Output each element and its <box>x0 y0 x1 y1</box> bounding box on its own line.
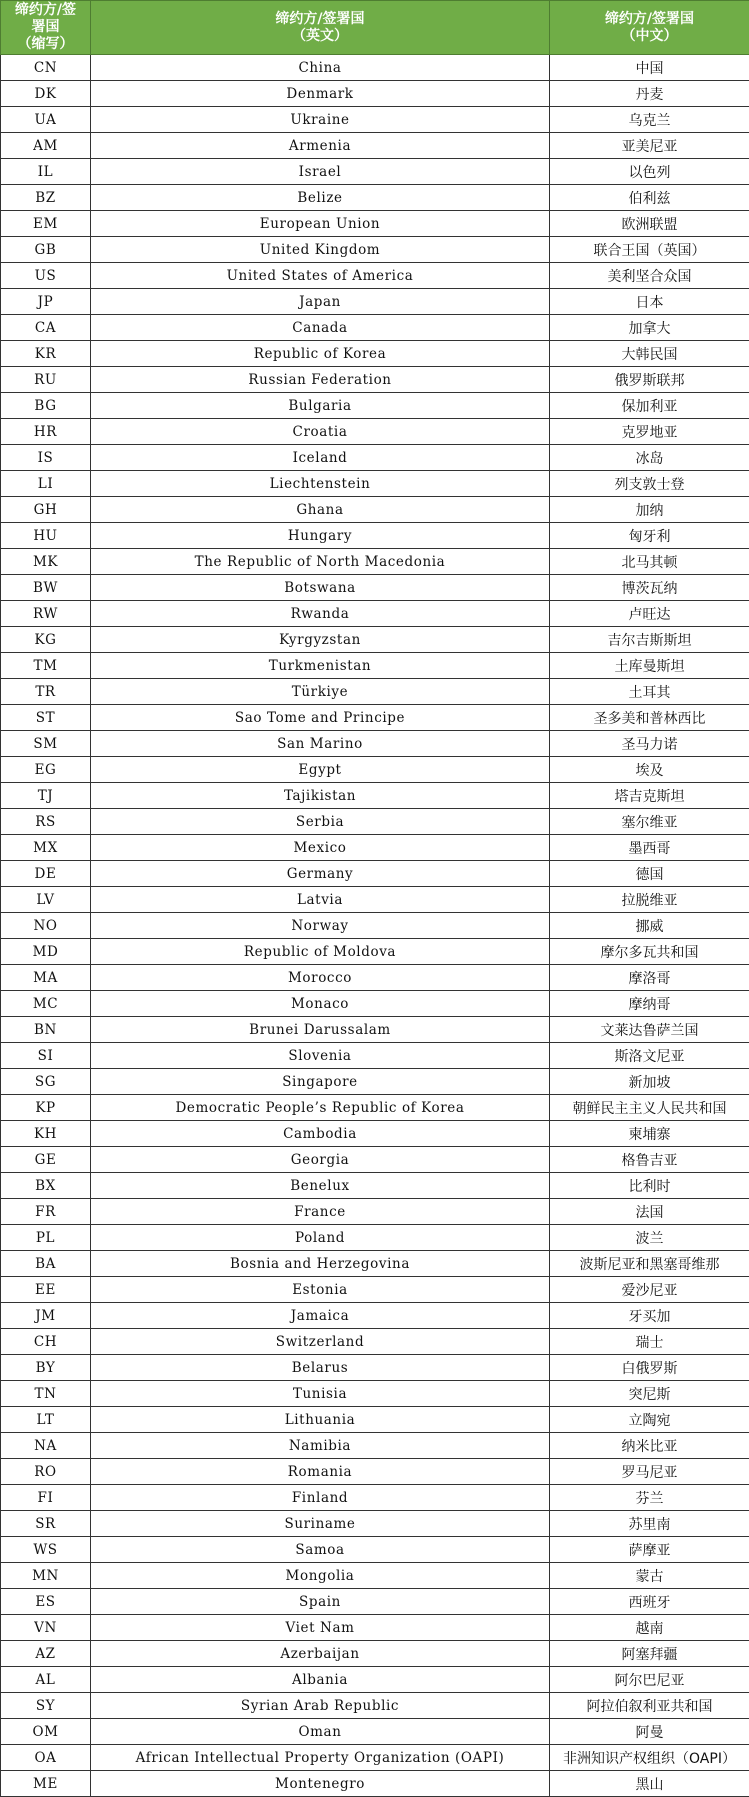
country-english-cell: Albania <box>91 1667 550 1693</box>
country-chinese-cell: 加拿大 <box>550 315 749 341</box>
table-row <box>1 1537 749 1563</box>
country-code-cell: HU <box>1 523 91 549</box>
country-chinese-cell: 比利时 <box>550 1173 749 1199</box>
header-chinese-line: （中文） <box>621 27 678 44</box>
table-row <box>1 185 749 211</box>
country-code-cell: DE <box>1 861 91 887</box>
table-row <box>1 887 749 913</box>
table-row <box>1 1615 749 1641</box>
country-chinese-cell: 塞尔维亚 <box>550 809 749 835</box>
country-chinese-cell: 冰岛 <box>550 445 749 471</box>
table-row <box>1 1173 749 1199</box>
country-code-cell: MN <box>1 1563 91 1589</box>
country-code-cell: ST <box>1 705 91 731</box>
table-row <box>1 1199 749 1225</box>
country-english-cell: Ukraine <box>91 107 550 133</box>
country-english-cell: Turkmenistan <box>91 653 550 679</box>
country-code-cell: RS <box>1 809 91 835</box>
country-code-cell: SI <box>1 1043 91 1069</box>
table-row <box>1 133 749 159</box>
table-row <box>1 1147 749 1173</box>
table-row <box>1 861 749 887</box>
country-code-cell: SY <box>1 1693 91 1719</box>
country-chinese-cell: 圣多美和普林西比 <box>550 705 749 731</box>
country-code-cell: RU <box>1 367 91 393</box>
table-row <box>1 341 749 367</box>
country-code-cell: KG <box>1 627 91 653</box>
country-chinese-cell: 阿塞拜疆 <box>550 1641 749 1667</box>
country-code-cell: SR <box>1 1511 91 1537</box>
table-row <box>1 965 749 991</box>
country-chinese-cell: 阿尔巴尼亚 <box>550 1667 749 1693</box>
country-code-cell: TR <box>1 679 91 705</box>
country-chinese-cell: 大韩民国 <box>550 341 749 367</box>
country-chinese-cell: 德国 <box>550 861 749 887</box>
table-row <box>1 1329 749 1355</box>
header-code-line: 缔约方/签 <box>14 2 77 18</box>
table-row <box>1 627 749 653</box>
country-code-cell: BW <box>1 575 91 601</box>
country-code-cell: BN <box>1 1017 91 1043</box>
table-row <box>1 237 749 263</box>
country-chinese-cell: 保加利亚 <box>550 393 749 419</box>
country-english-cell: Viet Nam <box>91 1615 550 1641</box>
table-row <box>1 757 749 783</box>
country-code-cell: AZ <box>1 1641 91 1667</box>
header-chinese-line: 缔约方/签署国 <box>604 10 695 27</box>
country-code-cell: LV <box>1 887 91 913</box>
country-code-cell: BZ <box>1 185 91 211</box>
country-code-cell: EM <box>1 211 91 237</box>
country-code-cell: MX <box>1 835 91 861</box>
country-chinese-cell: 萨摩亚 <box>550 1537 749 1563</box>
country-english-cell: Syrian Arab Republic <box>91 1693 550 1719</box>
country-english-cell: Croatia <box>91 419 550 445</box>
country-english-cell: United States of America <box>91 263 550 289</box>
country-code-cell: MA <box>1 965 91 991</box>
country-chinese-cell: 北马其顿 <box>550 549 749 575</box>
country-english-cell: United Kingdom <box>91 237 550 263</box>
country-english-cell: Georgia <box>91 1147 550 1173</box>
country-english-cell: Rwanda <box>91 601 550 627</box>
country-code-cell: NO <box>1 913 91 939</box>
country-code-cell: EE <box>1 1277 91 1303</box>
country-english-cell: Israel <box>91 159 550 185</box>
country-english-cell: Singapore <box>91 1069 550 1095</box>
table-row <box>1 1667 749 1693</box>
country-chinese-cell: 欧洲联盟 <box>550 211 749 237</box>
country-code-cell: SM <box>1 731 91 757</box>
country-chinese-cell: 柬埔寨 <box>550 1121 749 1147</box>
country-chinese-cell: 罗马尼亚 <box>550 1459 749 1485</box>
country-english-cell: Belarus <box>91 1355 550 1381</box>
country-english-cell: Türkiye <box>91 679 550 705</box>
country-english-cell: Latvia <box>91 887 550 913</box>
country-code-cell: LT <box>1 1407 91 1433</box>
country-english-cell: Samoa <box>91 1537 550 1563</box>
country-chinese-cell: 塔吉克斯坦 <box>550 783 749 809</box>
country-english-cell: The Republic of North Macedonia <box>91 549 550 575</box>
table-row <box>1 1485 749 1511</box>
table-row <box>1 991 749 1017</box>
country-code-cell: KR <box>1 341 91 367</box>
table-row <box>1 1563 749 1589</box>
header-row <box>1 1 749 55</box>
country-chinese-cell: 西班牙 <box>550 1589 749 1615</box>
country-chinese-cell: 克罗地亚 <box>550 419 749 445</box>
country-code-cell: TM <box>1 653 91 679</box>
country-english-cell: Democratic People’s Republic of Korea <box>91 1095 550 1121</box>
country-chinese-cell: 墨西哥 <box>550 835 749 861</box>
table-row <box>1 601 749 627</box>
table-row <box>1 497 749 523</box>
country-code-cell: AL <box>1 1667 91 1693</box>
table-row <box>1 315 749 341</box>
table-row <box>1 1017 749 1043</box>
country-chinese-cell: 摩尔多瓦共和国 <box>550 939 749 965</box>
country-chinese-cell: 吉尔吉斯斯坦 <box>550 627 749 653</box>
country-code-cell: KP <box>1 1095 91 1121</box>
country-chinese-cell: 博茨瓦纳 <box>550 575 749 601</box>
table-row <box>1 575 749 601</box>
country-code-cell: SG <box>1 1069 91 1095</box>
table-row <box>1 1381 749 1407</box>
country-code-cell: RO <box>1 1459 91 1485</box>
country-code-cell: US <box>1 263 91 289</box>
table-body <box>1 55 749 1797</box>
country-english-cell: Spain <box>91 1589 550 1615</box>
country-chinese-cell: 黑山 <box>550 1771 749 1797</box>
country-chinese-cell: 爱沙尼亚 <box>550 1277 749 1303</box>
country-chinese-cell: 波兰 <box>550 1225 749 1251</box>
country-chinese-cell: 越南 <box>550 1615 749 1641</box>
country-code-cell: MD <box>1 939 91 965</box>
table-row <box>1 263 749 289</box>
table-row <box>1 393 749 419</box>
country-chinese-cell: 立陶宛 <box>550 1407 749 1433</box>
country-english-cell: Romania <box>91 1459 550 1485</box>
country-code-cell: PL <box>1 1225 91 1251</box>
country-code-cell: AM <box>1 133 91 159</box>
country-english-cell: Bulgaria <box>91 393 550 419</box>
country-chinese-cell: 斯洛文尼亚 <box>550 1043 749 1069</box>
country-english-cell: Serbia <box>91 809 550 835</box>
country-chinese-cell: 新加坡 <box>550 1069 749 1095</box>
country-english-cell: Suriname <box>91 1511 550 1537</box>
country-code-cell: RW <box>1 601 91 627</box>
country-english-cell: Egypt <box>91 757 550 783</box>
country-english-cell: Sao Tome and Principe <box>91 705 550 731</box>
table-header <box>1 1 749 55</box>
country-chinese-cell: 蒙古 <box>550 1563 749 1589</box>
table-row <box>1 55 749 81</box>
country-chinese-cell: 白俄罗斯 <box>550 1355 749 1381</box>
header-english-line: 缔约方/签署国 <box>275 10 365 27</box>
country-english-cell: Oman <box>91 1719 550 1745</box>
country-english-cell: Mongolia <box>91 1563 550 1589</box>
country-english-cell: Republic of Korea <box>91 341 550 367</box>
country-code-cell: CH <box>1 1329 91 1355</box>
table-row <box>1 445 749 471</box>
table-row <box>1 1277 749 1303</box>
table-row <box>1 1043 749 1069</box>
country-chinese-cell: 圣马力诺 <box>550 731 749 757</box>
country-chinese-cell: 纳米比亚 <box>550 1433 749 1459</box>
table-row <box>1 1771 749 1797</box>
country-chinese-cell: 列支敦士登 <box>550 471 749 497</box>
country-english-cell: Lithuania <box>91 1407 550 1433</box>
country-english-cell: Tajikistan <box>91 783 550 809</box>
table-row <box>1 1121 749 1147</box>
country-code-cell: NA <box>1 1433 91 1459</box>
country-chinese-cell: 伯利兹 <box>550 185 749 211</box>
country-chinese-cell: 匈牙利 <box>550 523 749 549</box>
country-chinese-cell: 法国 <box>550 1199 749 1225</box>
table-row <box>1 1225 749 1251</box>
table-row <box>1 289 749 315</box>
country-code-cell: VN <box>1 1615 91 1641</box>
country-english-cell: Russian Federation <box>91 367 550 393</box>
country-english-cell: Mexico <box>91 835 550 861</box>
country-english-cell: Norway <box>91 913 550 939</box>
country-code-cell: DK <box>1 81 91 107</box>
table-row <box>1 1589 749 1615</box>
country-english-cell: Estonia <box>91 1277 550 1303</box>
table-row <box>1 731 749 757</box>
country-english-cell: Azerbaijan <box>91 1641 550 1667</box>
country-english-cell: Montenegro <box>91 1771 550 1797</box>
country-english-cell: Switzerland <box>91 1329 550 1355</box>
country-code-cell: UA <box>1 107 91 133</box>
country-english-cell: Hungary <box>91 523 550 549</box>
country-code-cell: BA <box>1 1251 91 1277</box>
country-english-cell: Benelux <box>91 1173 550 1199</box>
table-row <box>1 1069 749 1095</box>
header-code-line: 署国 <box>31 19 60 35</box>
country-english-cell: Finland <box>91 1485 550 1511</box>
country-english-cell: Iceland <box>91 445 550 471</box>
header-english <box>91 1 550 55</box>
country-english-cell: Canada <box>91 315 550 341</box>
country-code-cell: LI <box>1 471 91 497</box>
country-english-cell: African Intellectual Property Organization (OAPI) <box>91 1745 550 1771</box>
country-english-cell: Republic of Moldova <box>91 939 550 965</box>
country-chinese-cell: 阿拉伯叙利亚共和国 <box>550 1693 749 1719</box>
country-code-cell: EG <box>1 757 91 783</box>
table-row <box>1 705 749 731</box>
country-english-cell: Brunei Darussalam <box>91 1017 550 1043</box>
country-chinese-cell: 乌克兰 <box>550 107 749 133</box>
country-code-cell: GB <box>1 237 91 263</box>
table-row <box>1 1355 749 1381</box>
table-row <box>1 1719 749 1745</box>
country-code-cell: WS <box>1 1537 91 1563</box>
country-english-cell: Jamaica <box>91 1303 550 1329</box>
country-english-cell: China <box>91 55 550 81</box>
country-chinese-cell: 牙买加 <box>550 1303 749 1329</box>
table-row <box>1 211 749 237</box>
country-code-cell: JM <box>1 1303 91 1329</box>
table-row <box>1 1459 749 1485</box>
country-code-cell: CA <box>1 315 91 341</box>
country-code-cell: GE <box>1 1147 91 1173</box>
country-code-cell: GH <box>1 497 91 523</box>
country-chinese-cell: 土库曼斯坦 <box>550 653 749 679</box>
country-english-cell: Ghana <box>91 497 550 523</box>
country-chinese-cell: 摩纳哥 <box>550 991 749 1017</box>
country-code-cell: OA <box>1 1745 91 1771</box>
country-chinese-cell: 苏里南 <box>550 1511 749 1537</box>
country-english-cell: Botswana <box>91 575 550 601</box>
country-english-cell: Japan <box>91 289 550 315</box>
table-row <box>1 1745 749 1771</box>
country-code-cell: OM <box>1 1719 91 1745</box>
table-row <box>1 159 749 185</box>
table-row <box>1 783 749 809</box>
table-row <box>1 679 749 705</box>
header-english-line: （英文） <box>292 27 348 44</box>
table-row <box>1 81 749 107</box>
country-chinese-cell: 卢旺达 <box>550 601 749 627</box>
country-english-cell: European Union <box>91 211 550 237</box>
country-code-cell: TJ <box>1 783 91 809</box>
country-chinese-cell: 亚美尼亚 <box>550 133 749 159</box>
country-chinese-cell: 拉脱维亚 <box>550 887 749 913</box>
country-english-cell: France <box>91 1199 550 1225</box>
country-chinese-cell: 土耳其 <box>550 679 749 705</box>
country-code-cell: HR <box>1 419 91 445</box>
country-chinese-cell: 突尼斯 <box>550 1381 749 1407</box>
table-row <box>1 809 749 835</box>
country-code-cell: BY <box>1 1355 91 1381</box>
table-row <box>1 549 749 575</box>
country-chinese-cell: 挪威 <box>550 913 749 939</box>
country-chinese-cell: 格鲁吉亚 <box>550 1147 749 1173</box>
country-chinese-cell: 埃及 <box>550 757 749 783</box>
country-code-cell: MC <box>1 991 91 1017</box>
table-row <box>1 653 749 679</box>
country-english-cell: Denmark <box>91 81 550 107</box>
country-english-cell: Monaco <box>91 991 550 1017</box>
country-english-cell: Liechtenstein <box>91 471 550 497</box>
country-english-cell: Kyrgyzstan <box>91 627 550 653</box>
table-row <box>1 419 749 445</box>
country-english-cell: Germany <box>91 861 550 887</box>
table-row <box>1 939 749 965</box>
country-english-cell: Armenia <box>91 133 550 159</box>
table-row <box>1 471 749 497</box>
table-row <box>1 1251 749 1277</box>
country-chinese-cell: 波斯尼亚和黑塞哥维那 <box>550 1251 749 1277</box>
country-chinese-cell: 美利坚合众国 <box>550 263 749 289</box>
country-code-cell: TN <box>1 1381 91 1407</box>
table-row <box>1 1303 749 1329</box>
country-chinese-cell: 俄罗斯联邦 <box>550 367 749 393</box>
country-chinese-cell: 以色列 <box>550 159 749 185</box>
country-chinese-cell: 文莱达鲁萨兰国 <box>550 1017 749 1043</box>
country-code-cell: CN <box>1 55 91 81</box>
table-row <box>1 107 749 133</box>
country-code-cell: ES <box>1 1589 91 1615</box>
country-chinese-cell: 芬兰 <box>550 1485 749 1511</box>
header-code-line: （缩写） <box>17 36 74 52</box>
country-english-cell: Poland <box>91 1225 550 1251</box>
header-code <box>1 1 91 55</box>
table-row <box>1 1511 749 1537</box>
country-english-cell: San Marino <box>91 731 550 757</box>
country-chinese-cell: 朝鲜民主主义人民共和国 <box>550 1095 749 1121</box>
country-code-cell: JP <box>1 289 91 315</box>
table-row <box>1 1095 749 1121</box>
country-english-cell: Bosnia and Herzegovina <box>91 1251 550 1277</box>
country-code-cell: FR <box>1 1199 91 1225</box>
header-chinese <box>550 1 749 55</box>
country-english-cell: Cambodia <box>91 1121 550 1147</box>
table-row <box>1 913 749 939</box>
table-row <box>1 835 749 861</box>
table-row <box>1 523 749 549</box>
table-row <box>1 1641 749 1667</box>
country-chinese-cell: 中国 <box>550 55 749 81</box>
country-english-cell: Namibia <box>91 1433 550 1459</box>
country-chinese-cell: 联合王国（英国） <box>550 237 749 263</box>
country-code-cell: BG <box>1 393 91 419</box>
country-code-cell: KH <box>1 1121 91 1147</box>
table-row <box>1 1407 749 1433</box>
country-code-cell: MK <box>1 549 91 575</box>
country-english-cell: Belize <box>91 185 550 211</box>
country-chinese-cell: 阿曼 <box>550 1719 749 1745</box>
country-chinese-cell: 加纳 <box>550 497 749 523</box>
country-chinese-cell: 摩洛哥 <box>550 965 749 991</box>
country-code-cell: FI <box>1 1485 91 1511</box>
country-chinese-cell: 非洲知识产权组织（OAPI） <box>550 1745 749 1771</box>
country-chinese-cell: 丹麦 <box>550 81 749 107</box>
table-row <box>1 1433 749 1459</box>
country-chinese-cell: 瑞士 <box>550 1329 749 1355</box>
country-code-cell: IL <box>1 159 91 185</box>
country-code-cell: ME <box>1 1771 91 1797</box>
country-code-cell: IS <box>1 445 91 471</box>
country-english-cell: Morocco <box>91 965 550 991</box>
country-english-cell: Tunisia <box>91 1381 550 1407</box>
country-chinese-cell: 日本 <box>550 289 749 315</box>
country-english-cell: Slovenia <box>91 1043 550 1069</box>
table-row <box>1 367 749 393</box>
country-code-cell: BX <box>1 1173 91 1199</box>
table-row <box>1 1693 749 1719</box>
